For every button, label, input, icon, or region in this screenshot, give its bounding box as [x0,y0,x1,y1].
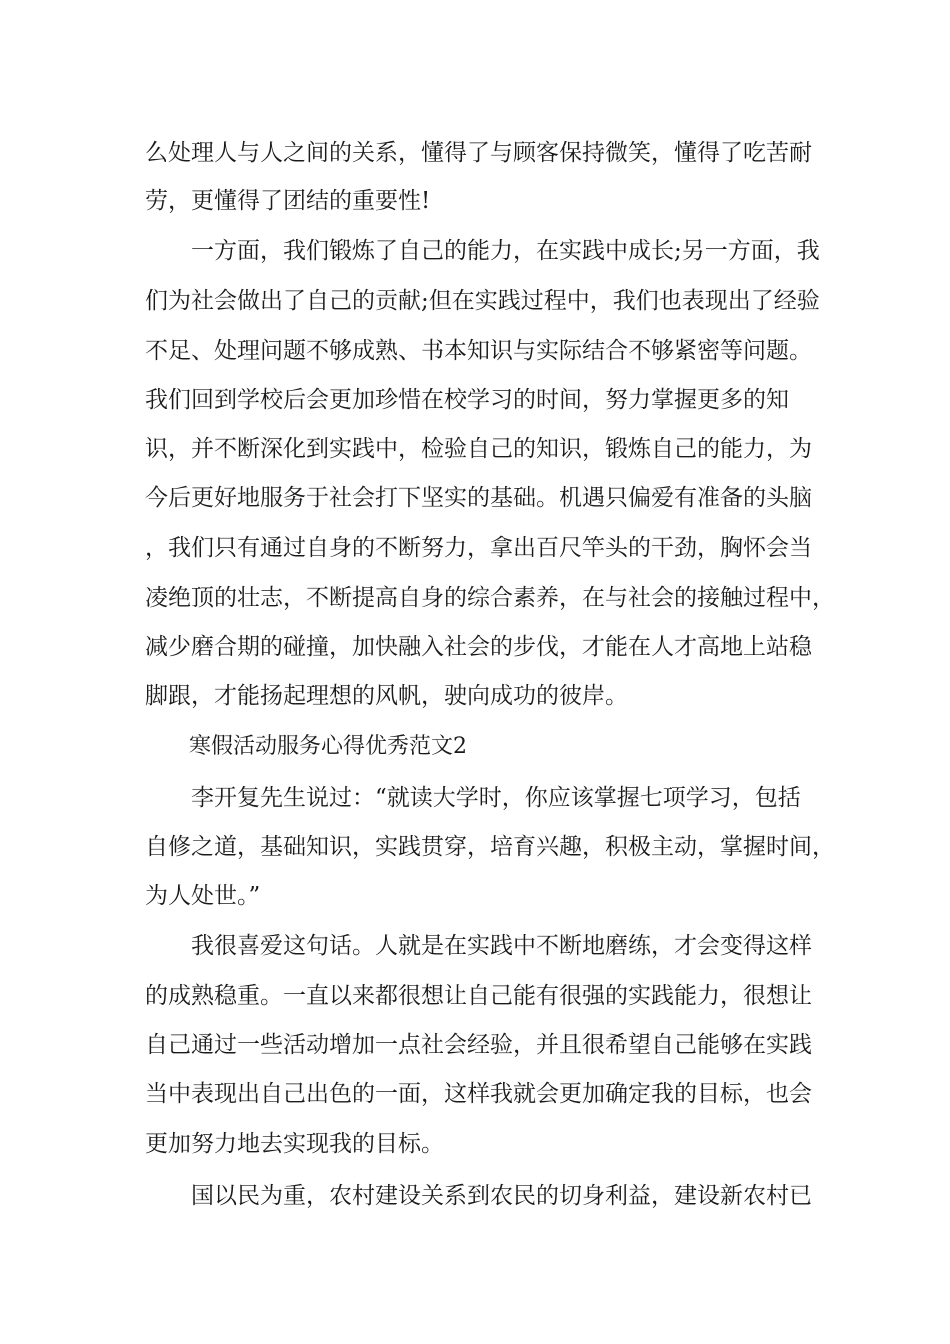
text-line-19: 自己通过一些活动增加一点社会经验，并且很希望自己能够在实践 [145,1032,812,1058]
quote-line-16: 为人处世。” [145,883,261,909]
text-line-11: 减少磨合期的碰撞，加快融入社会的步伐，才能在人才高地上站稳 [145,634,812,660]
text-line-2: 劳，更懂得了团结的重要性! [145,188,431,214]
section-heading: 寒假活动服务心得优秀范文2 [145,734,467,759]
text-line-1: 么处理人与人之间的关系，懂得了与顾客保持微笑，懂得了吃苦耐 [145,140,812,166]
text-line-20: 当中表现出自己出色的一面，这样我就会更加确定我的目标，也会 [145,1081,812,1107]
paragraph-line-3: 一方面，我们锻炼了自己的能力，在实践中成长;另一方面，我 [145,238,820,264]
text-line-5: 不足、处理问题不够成熟、书本知识与实际结合不够紧密等问题。 [145,338,812,364]
text-line-9: ，我们只有通过自身的不断努力，拿出百尺竿头的干劲，胸怀会当 [145,535,812,561]
text-line-4: 们为社会做出了自己的贡献;但在实践过程中，我们也表现出了经验 [145,288,820,314]
text-line-7: 识，并不断深化到实践中，检验自己的知识，锻炼自己的能力，为 [145,436,812,462]
quote-line-14: 李开复先生说过：“就读大学时，你应该掌握七项学习，包括 [145,785,801,811]
text-line-21: 更加努力地去实现我的目标。 [145,1131,444,1157]
quote-line-15: 自修之道，基础知识，实践贯穿，培育兴趣，积极主动，掌握时间， [145,834,835,860]
text-line-8: 今后更好地服务于社会打下坚实的基础。机遇只偏爱有准备的头脑 [145,485,812,511]
paragraph-line-17: 我很喜爱这句话。人就是在实践中不断地磨练，才会变得这样 [145,933,812,959]
paragraph-line-22: 国以民为重，农村建设关系到农民的切身利益，建设新农村已 [145,1183,812,1209]
text-line-18: 的成熟稳重。一直以来都很想让自己能有很强的实践能力，很想让 [145,983,812,1009]
text-line-10: 凌绝顶的壮志，不断提高自身的综合素养，在与社会的接触过程中， [145,585,835,611]
text-line-12: 脚跟，才能扬起理想的风帆，驶向成功的彼岸。 [145,683,628,709]
text-line-6: 我们回到学校后会更加珍惜在校学习的时间，努力掌握更多的知 [145,387,789,413]
